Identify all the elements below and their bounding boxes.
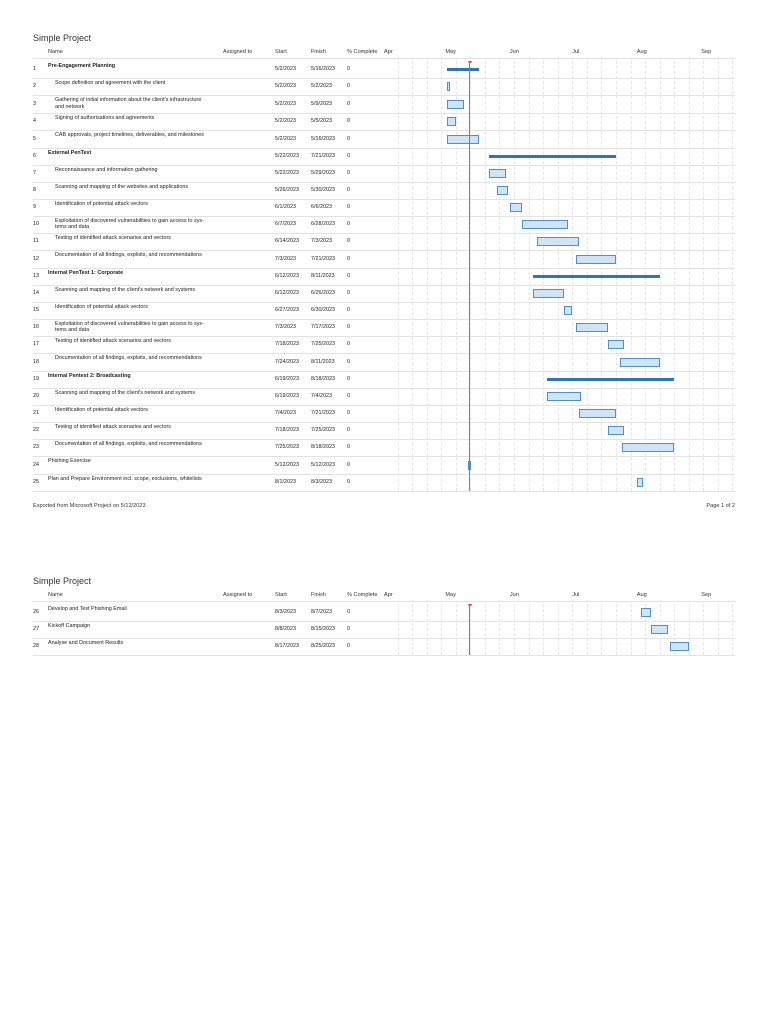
gantt-gridline [441,61,442,491]
task-name: External PenTest [48,149,92,156]
task-id: 12 [33,255,39,262]
task-name: Scanning and mapping of the client's network and systems [55,389,196,396]
header-finish: Finish [311,592,326,598]
header-finish: Finish [311,49,326,55]
task-finish: 8/3/2023 [311,479,332,486]
summary-bar[interactable] [489,155,616,158]
task-start: 6/7/2023 [275,221,296,228]
gantt-gridline [529,61,530,491]
task-percent-complete: 0 [347,626,350,633]
task-id: 23 [33,444,39,451]
task-finish: 5/5/2023 [311,118,332,125]
task-name: Pre-Engagement Planning [48,62,116,69]
task-start: 5/22/2023 [275,170,299,177]
task-finish: 7/25/2023 [311,341,335,348]
task-finish: 5/9/2023 [311,100,332,107]
task-start: 5/2/2023 [275,118,296,125]
task-name: Identification of potential attack vectors [55,406,148,413]
task-name: Documentation of all findings, exploits, and recommendations [55,355,202,362]
gantt-gridline [660,61,661,491]
month-label-apr: Apr [384,49,393,55]
task-id: 5 [33,135,36,142]
task-start: 6/19/2023 [275,376,299,383]
task-percent-complete: 0 [347,100,350,107]
gantt-gridline [601,604,602,655]
task-percent-complete: 0 [347,410,350,417]
task-finish: 7/25/2023 [311,427,335,434]
gantt-gridline [616,604,617,655]
gantt-gridline [543,604,544,655]
header-start: Start [275,592,287,598]
task-finish: 7/4/2023 [311,393,332,400]
month-label-may: May [445,592,456,598]
task-percent-complete: 0 [347,221,350,228]
gantt-gridline [470,604,471,655]
gantt-gridline [587,604,588,655]
footer-page-number: Page 1 of 2 [706,503,735,509]
task-id: 20 [33,393,39,400]
task-finish: 6/26/2023 [311,290,335,297]
gantt-gridline [412,61,413,491]
task-percent-complete: 0 [347,204,350,211]
gantt-gridline [427,604,428,655]
task-id: 8 [33,187,36,194]
gantt-gridline [529,604,530,655]
task-bar[interactable] [579,409,616,418]
task-bar[interactable] [564,306,572,315]
task-id: 22 [33,427,39,434]
task-bar[interactable] [576,255,616,264]
gantt-gridline [514,604,515,655]
task-id: 18 [33,358,39,365]
task-name: Documentation of all findings, exploits, and recommendations [55,252,202,259]
task-finish: 8/11/2023 [311,273,335,280]
task-id: 10 [33,221,39,228]
task-finish: 6/6/2023 [311,204,332,211]
task-id: 2 [33,83,36,90]
task-id: 16 [33,324,39,331]
task-id: 1 [33,66,36,73]
month-label-sep: Sep [701,592,712,598]
task-name: Identification of potential attack vectors [55,303,148,310]
task-id: 15 [33,307,39,314]
task-start: 6/27/2023 [275,307,299,314]
task-bar[interactable] [547,392,580,401]
gantt-gridline [689,604,690,655]
task-id: 21 [33,410,39,417]
task-bar[interactable] [622,443,674,452]
summary-bar[interactable] [533,275,660,278]
header-start: Start [275,49,287,55]
task-start: 8/3/2023 [275,609,296,616]
header-name: Name [48,592,63,598]
task-percent-complete: 0 [347,66,350,73]
gantt-gridline [558,604,559,655]
gantt-gridline [732,604,733,655]
gantt-gridline [427,61,428,491]
task-name: Kickoff Campaign [48,622,91,629]
task-finish: 8/11/2023 [311,358,335,365]
task-name: Internal PenTest 1: Corporate [48,269,124,276]
task-name: Phishing Exercise [48,458,91,465]
month-label-jul: Jul [572,49,580,55]
task-start: 8/1/2023 [275,479,296,486]
gantt-gridline [398,61,399,491]
task-name: Identification of potential attack vectors [55,200,148,207]
task-finish: 6/30/2023 [311,307,335,314]
today-marker [469,604,470,655]
gantt-gridline [689,61,690,491]
task-id: 24 [33,461,39,468]
task-name: Plan and Prepare Environment incl. scope, exclusions, whitelists [48,475,202,482]
today-marker [469,61,470,491]
gantt-gridline [718,61,719,491]
task-name: Internal Pentest 2: Broadcasting [48,372,131,379]
gantt-gridline [485,61,486,491]
task-id: 4 [33,118,36,125]
task-percent-complete: 0 [347,135,350,142]
task-name: Exploitation of discovered vulnerabilities to gain access to sys-tems and data [55,320,204,334]
task-id: 13 [33,273,39,280]
task-bar[interactable] [447,100,464,109]
task-id: 25 [33,479,39,486]
task-finish: 8/15/2023 [311,626,335,633]
task-name: Scope definition and agreement with the client [55,79,166,86]
gantt-gridline [456,61,457,491]
header-assigned-to: Assigned to [223,592,253,598]
task-start: 6/19/2023 [275,393,299,400]
task-percent-complete: 0 [347,290,350,297]
task-name: Analyse and Document Results [48,639,124,646]
gantt-gridline [631,604,632,655]
task-percent-complete: 0 [347,376,350,383]
task-percent-complete: 0 [347,238,350,245]
summary-bar[interactable] [447,68,478,71]
task-start: 5/2/2023 [275,100,296,107]
task-finish: 7/3/2023 [311,238,332,245]
month-label-apr: Apr [384,592,393,598]
task-finish: 5/30/2023 [311,187,335,194]
task-percent-complete: 0 [347,358,350,365]
task-bar[interactable] [447,117,455,126]
gantt-gridline [398,604,399,655]
gantt-gridline [499,61,500,491]
task-start: 7/3/2023 [275,255,296,262]
task-id: 27 [33,626,39,633]
task-name: Scanning and mapping of the client's network and systems [55,286,196,293]
task-finish: 5/12/2023 [311,461,335,468]
task-finish: 8/18/2023 [311,376,335,383]
task-percent-complete: 0 [347,393,350,400]
task-finish: 8/25/2023 [311,643,335,650]
gantt-gridline [412,604,413,655]
task-id: 14 [33,290,39,297]
task-start: 7/25/2023 [275,444,299,451]
header-assigned-to: Assigned to [223,49,253,55]
header-percent-complete: % Complete [347,592,378,598]
task-start: 7/18/2023 [275,341,299,348]
task-finish: 7/21/2023 [311,255,335,262]
task-start: 7/3/2023 [275,324,296,331]
task-id: 28 [33,643,39,650]
task-name: CAB approvals, project timelines, deliverables, and milestones [55,132,204,139]
task-bar[interactable] [620,358,660,367]
task-bar[interactable] [533,289,564,298]
project-title: Simple Project [33,33,92,43]
month-label-jun: Jun [509,49,519,55]
task-percent-complete: 0 [347,273,350,280]
task-finish: 5/16/2023 [311,66,335,73]
task-percent-complete: 0 [347,170,350,177]
task-percent-complete: 0 [347,341,350,348]
task-name: Exploitation of discovered vulnerabilities to gain access to sys-tems and data [55,217,204,231]
task-id: 3 [33,100,36,107]
task-percent-complete: 0 [347,307,350,314]
task-percent-complete: 0 [347,153,350,160]
gantt-gridline [732,61,733,491]
gantt-gridline [499,604,500,655]
gantt-gridline [470,61,471,491]
task-bar[interactable] [522,220,568,229]
month-label-aug: Aug [636,49,647,55]
task-name: Testing of identified attack scenarios and vectors [55,337,171,344]
task-name: Gathering of initial information about the client's infrastructure and network [55,97,202,110]
task-start: 7/24/2023 [275,358,299,365]
task-id: 7 [33,170,36,177]
task-percent-complete: 0 [347,187,350,194]
task-start: 5/2/2023 [275,66,296,73]
task-bar[interactable] [510,203,522,212]
month-label-jul: Jul [572,592,580,598]
task-finish: 7/21/2023 [311,153,335,160]
gantt-gridline [441,604,442,655]
task-id: 11 [33,238,39,245]
task-start: 8/17/2023 [275,643,299,650]
task-percent-complete: 0 [347,118,350,125]
month-label-may: May [445,49,456,55]
task-finish: 5/29/2023 [311,170,335,177]
task-start: 5/12/2023 [275,461,299,468]
task-finish: 5/2/2023 [311,83,332,90]
footer-export-note: Exported from Microsoft Project on 5/12/2023 [33,503,146,509]
task-start: 6/14/2023 [275,238,299,245]
task-bar[interactable] [608,340,625,349]
task-percent-complete: 0 [347,461,350,468]
task-percent-complete: 0 [347,609,350,616]
task-bar[interactable] [497,186,507,195]
task-percent-complete: 0 [347,643,350,650]
task-name: Develop and Test Phishing Email [48,605,127,612]
task-start: 6/12/2023 [275,290,299,297]
task-bar[interactable] [489,169,506,178]
task-percent-complete: 0 [347,324,350,331]
task-start: 5/26/2023 [275,187,299,194]
gantt-gridline [485,604,486,655]
task-name: Signing of authorisations and agreements [55,114,155,121]
month-label-jun: Jun [509,592,519,598]
task-bar[interactable] [576,323,607,332]
task-percent-complete: 0 [347,444,350,451]
task-name: Reconnaissance and information gathering [55,166,158,173]
task-start: 8/8/2023 [275,626,296,633]
task-finish: 7/17/2023 [311,324,335,331]
gantt-gridline [718,604,719,655]
task-start: 6/12/2023 [275,273,299,280]
task-id: 19 [33,376,39,383]
gantt-gridline [674,61,675,491]
gantt-chart-page2 [383,604,735,655]
task-name: Testing of identified attack scenarios and vectors [55,234,171,241]
header-divider [33,58,735,59]
task-bar[interactable] [641,608,651,617]
gantt-gridline [456,604,457,655]
header-percent-complete: % Complete [347,49,378,55]
task-id: 26 [33,609,39,616]
task-percent-complete: 0 [347,427,350,434]
task-bar[interactable] [637,478,643,487]
task-id: 6 [33,153,36,160]
summary-bar[interactable] [547,378,674,381]
task-name: Testing of identified attack scenarios and vectors [55,423,171,430]
task-bar[interactable] [447,135,478,144]
task-percent-complete: 0 [347,83,350,90]
gantt-gridline [572,604,573,655]
task-start: 5/2/2023 [275,135,296,142]
task-bar[interactable] [537,237,579,246]
task-start: 7/4/2023 [275,410,296,417]
task-bar[interactable] [608,426,625,435]
task-id: 17 [33,341,39,348]
project-title-page2: Simple Project [33,576,92,586]
task-finish: 6/28/2023 [311,221,335,228]
task-start: 5/2/2023 [275,83,296,90]
header-divider [33,601,735,602]
task-bar[interactable] [447,82,450,91]
task-percent-complete: 0 [347,479,350,486]
task-finish: 7/21/2023 [311,410,335,417]
task-id: 9 [33,204,36,211]
gantt-gridline [514,61,515,491]
task-name: Documentation of all findings, exploits, and recommendations [55,440,202,447]
task-bar[interactable] [651,625,668,634]
header-name: Name [48,49,63,55]
gantt-gridline [703,604,704,655]
month-label-sep: Sep [701,49,712,55]
task-bar[interactable] [670,642,689,651]
task-name: Scanning and mapping of the websites and applications [55,183,189,190]
task-finish: 8/18/2023 [311,444,335,451]
task-start: 7/18/2023 [275,427,299,434]
month-label-aug: Aug [636,592,647,598]
task-finish: 8/7/2023 [311,609,332,616]
task-start: 5/22/2023 [275,153,299,160]
gantt-chart [383,61,735,491]
gantt-gridline [703,61,704,491]
task-start: 6/1/2023 [275,204,296,211]
task-percent-complete: 0 [347,255,350,262]
task-finish: 5/16/2023 [311,135,335,142]
